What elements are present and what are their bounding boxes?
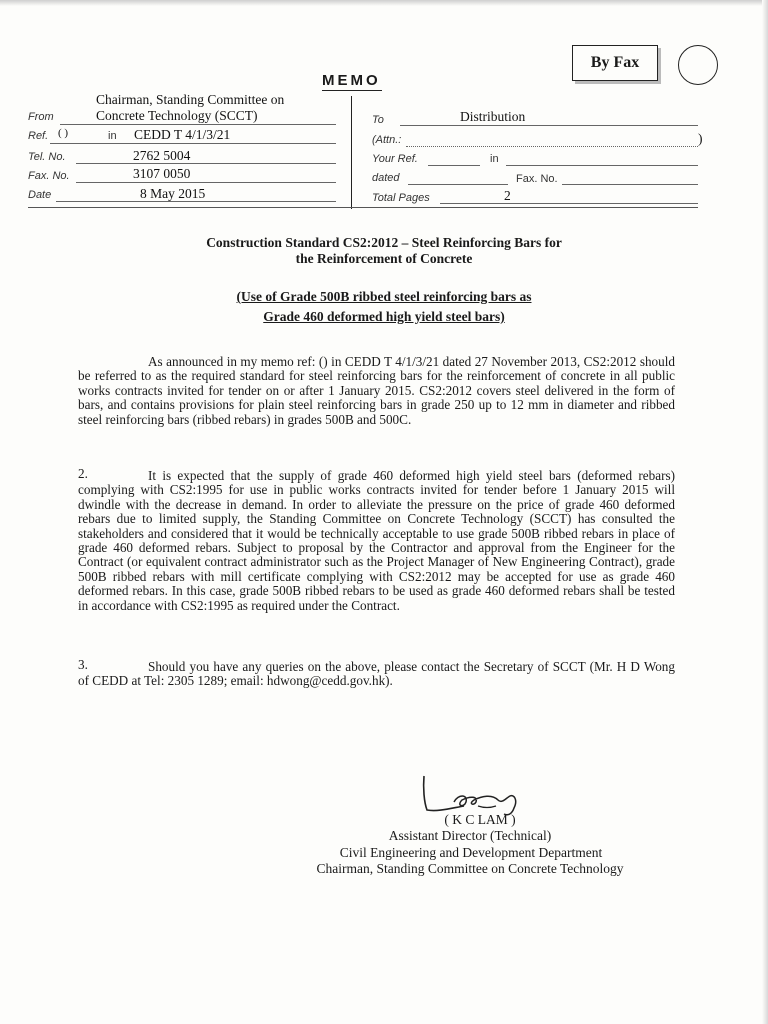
ref-in-label: in bbox=[108, 130, 117, 142]
from-label: From bbox=[28, 111, 54, 123]
paragraph-2: It is expected that the supply of grade 460 deformed high yield steel bars (deformed rebars) complying with CS2:1995 for use in public works contracts invited for tender before 1 January 2015 will dwindle with the decrease in demand. In order to alleviate the pressure on the price of grade 460 deformed rebars due to limited supply, the Standing Committee on Concrete Technology (SCCT) has consulted the stakeholders and considered that it would be technically acceptable to use grade 500B ribbed rebars in place of grade 460 deformed rebars. Subject to proposal by the Contractor and approval from the Engineer for the Contract (or equivalent contract administrator such as the Project Manager of New Engineering Contract), grade 500B ribbed rebars with mill certificate complying with CS2:2012 may be accepted for use as grade 460 deformed rebars. In this case, grade 500B ribbed rebars to be used as grade 460 deformed rebars shall be tested in accordance with CS2:1995 as required under the Contract. bbox=[78, 468, 675, 613]
ref-underline bbox=[50, 143, 336, 144]
attn-underline bbox=[406, 146, 698, 147]
to-underline bbox=[400, 125, 698, 126]
subject-line2: the Reinforcement of Concrete bbox=[295, 251, 473, 266]
dated-label: dated bbox=[372, 172, 400, 184]
scan-top-edge bbox=[0, 0, 768, 6]
tel-underline bbox=[76, 163, 336, 164]
signatory-title: Assistant Director (Technical) bbox=[388, 828, 552, 843]
signatory-department: Civil Engineering and Development Department bbox=[339, 845, 603, 860]
your-ref-underline bbox=[428, 165, 480, 166]
fax-value: 3107 0050 bbox=[133, 166, 191, 181]
ref-label: Ref. bbox=[28, 130, 49, 142]
dated-fax-label: Fax. No. bbox=[516, 173, 558, 185]
attn-label: (Attn.: bbox=[372, 134, 402, 146]
subject-line1: Construction Standard CS2:2012 – Steel Reinforcing Bars for bbox=[206, 235, 562, 250]
date-label: Date bbox=[28, 189, 52, 201]
signatory-name: ( K C LAM ) bbox=[444, 812, 516, 827]
header-divider bbox=[351, 96, 352, 209]
dated-fax-underline bbox=[562, 184, 698, 185]
date-underline bbox=[56, 201, 336, 202]
paragraph-1: As announced in my memo ref: () in CEDD T 4/1/3/21 dated 27 November 2013, CS2:2012 should be referred to as the required standard for steel reinforcing bars for the reinforcement of concrete in all public works contracts invited for tender on or after 1 January 2015. CS2:2012 covers steel delivered in the form of bars, and contains provisions for plain steel reinforcing bars in grade 250 up to 12 mm in diameter and ribbed steel reinforcing bars (ribbed rebars) in grades 500B and 500C. bbox=[78, 354, 675, 427]
total-pages-label: Total Pages bbox=[372, 192, 430, 204]
paragraph-2-number: 2. bbox=[78, 466, 88, 481]
fax-label: Fax. No. bbox=[28, 170, 70, 182]
memo-title-rule bbox=[322, 90, 382, 91]
tel-value: 2762 5004 bbox=[133, 148, 191, 163]
your-ref-in-underline bbox=[506, 165, 698, 166]
your-ref-label: Your Ref. bbox=[372, 153, 418, 165]
tel-label: Tel. No. bbox=[28, 151, 66, 163]
signatory-role: Chairman, Standing Committee on Concrete Technology bbox=[316, 861, 624, 876]
dated-underline bbox=[408, 184, 508, 185]
by-fax-stamp: By Fax bbox=[572, 45, 658, 81]
memo-title: MEMO bbox=[322, 72, 381, 89]
total-pages-underline bbox=[440, 203, 698, 204]
subject-sub2: Grade 460 deformed high yield steel bars) bbox=[263, 309, 505, 324]
from-value-line2: Concrete Technology (SCCT) bbox=[96, 108, 258, 123]
to-label: To bbox=[372, 114, 384, 126]
date-value: 8 May 2015 bbox=[140, 186, 206, 201]
circle-stamp bbox=[678, 45, 718, 85]
header-bottom-rule bbox=[28, 207, 698, 208]
total-pages-value: 2 bbox=[504, 188, 511, 203]
attn-close: ) bbox=[698, 131, 703, 146]
ref-value: CEDD T 4/1/3/21 bbox=[134, 127, 231, 142]
to-value: Distribution bbox=[460, 109, 526, 124]
fax-underline bbox=[76, 182, 336, 183]
ref-bracket: ( ) bbox=[58, 127, 69, 139]
paragraph-3: Should you have any queries on the above, please contact the Secretary of SCCT (Mr. H D Wong of CEDD at Tel: 2305 1289; email: hdwong@cedd.gov.hk). bbox=[78, 659, 675, 689]
your-ref-in-label: in bbox=[490, 153, 499, 165]
scan-right-edge bbox=[762, 0, 768, 1024]
paragraph-3-number: 3. bbox=[78, 657, 88, 672]
from-value-line1: Chairman, Standing Committee on bbox=[96, 92, 285, 107]
from-underline bbox=[60, 124, 336, 125]
subject-sub1: (Use of Grade 500B ribbed steel reinforcing bars as bbox=[236, 289, 532, 304]
